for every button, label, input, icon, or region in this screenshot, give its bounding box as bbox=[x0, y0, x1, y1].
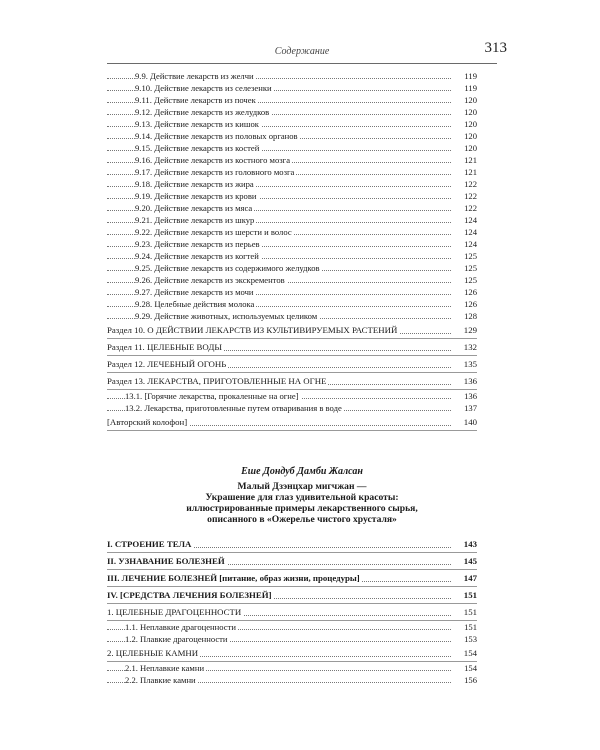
running-header bbox=[107, 40, 507, 64]
toc-entry-page: 124 bbox=[455, 226, 477, 238]
toc-entry-page: 147 bbox=[455, 570, 477, 586]
toc-entry-label: 2.2. Плавкие камни bbox=[125, 675, 196, 685]
toc-entry bbox=[107, 553, 477, 570]
toc-entry bbox=[107, 662, 477, 674]
toc-entry-label: [Авторский колофон] bbox=[107, 417, 188, 427]
toc-entry-page: 140 bbox=[455, 414, 477, 430]
toc-entry bbox=[107, 142, 477, 154]
header-rule bbox=[107, 63, 497, 64]
toc-entry bbox=[107, 570, 477, 587]
toc-entry-page: 125 bbox=[455, 274, 477, 286]
toc-entry-label: 9.19. Действие лекарств из крови bbox=[135, 191, 257, 201]
toc-entry bbox=[107, 106, 477, 118]
toc-entry-label: 9.16. Действие лекарств из костного мозга bbox=[135, 155, 291, 165]
toc-entry-label: 9.18. Действие лекарств из жира bbox=[135, 179, 254, 189]
toc-entry bbox=[107, 587, 477, 604]
toc-entry-page: 151 bbox=[455, 604, 477, 620]
toc-entry bbox=[107, 202, 477, 214]
toc-entry bbox=[107, 298, 477, 310]
toc-entry-page: 120 bbox=[455, 142, 477, 154]
toc-entry-label: 9.25. Действие лекарств из содержимого желудков bbox=[135, 263, 320, 273]
toc-entry bbox=[107, 166, 477, 178]
toc-entry bbox=[107, 178, 477, 190]
toc-entry-page: 126 bbox=[455, 298, 477, 310]
toc-entry-page: 136 bbox=[455, 373, 477, 389]
toc-entry-label: 1.2. Плавкие драгоценности bbox=[125, 634, 228, 644]
toc-entry bbox=[107, 154, 477, 166]
toc-entry bbox=[107, 250, 477, 262]
toc-entry-page: 128 bbox=[455, 310, 477, 322]
toc-entry-label: 9.27. Действие лекарств из мочи bbox=[135, 287, 254, 297]
toc-entry-label: III. ЛЕЧЕНИЕ БОЛЕЗНЕЙ [питание, образ жизни, процедуры] bbox=[107, 573, 360, 583]
toc-entry-label: 9.26. Действие лекарств из экскрементов bbox=[135, 275, 285, 285]
toc-entry-label: Раздел 10. О ДЕЙСТВИИ ЛЕКАРСТВ ИЗ КУЛЬТИВИРУЕМЫХ РАСТЕНИЙ bbox=[107, 325, 398, 335]
toc-entry-label: 9.9. Действие лекарств из желчи bbox=[135, 71, 254, 81]
toc-entry-page: 122 bbox=[455, 202, 477, 214]
toc-entry-label: 9.13. Действие лекарств из кишок bbox=[135, 119, 259, 129]
toc-entry bbox=[107, 645, 477, 662]
toc-entry bbox=[107, 633, 477, 645]
toc-entry bbox=[107, 390, 477, 402]
toc-entry-page: 120 bbox=[455, 118, 477, 130]
toc-entry bbox=[107, 621, 477, 633]
toc-entry-label: 9.22. Действие лекарств из шерсти и волос bbox=[135, 227, 292, 237]
toc-entry-page: 136 bbox=[455, 390, 477, 402]
toc-entry-page: 132 bbox=[455, 339, 477, 355]
toc-entry-page: 121 bbox=[455, 166, 477, 178]
toc-entry bbox=[107, 214, 477, 226]
toc-list-part2 bbox=[107, 536, 477, 686]
book-author: Еше Дондуб Дамби Жалсан bbox=[241, 466, 363, 477]
toc-entry bbox=[107, 286, 477, 298]
toc-entry-page: 129 bbox=[455, 322, 477, 338]
toc-entry bbox=[107, 94, 477, 106]
toc-entry bbox=[107, 373, 477, 390]
toc-entry bbox=[107, 190, 477, 202]
toc-entry-label: Раздел 12. ЛЕЧЕБНЫЙ ОГОНЬ bbox=[107, 359, 227, 369]
toc-entry-label: 9.20. Действие лекарств из мяса bbox=[135, 203, 253, 213]
toc-entry bbox=[107, 274, 477, 286]
toc-entry-label: 2. ЦЕЛЕБНЫЕ КАМНИ bbox=[107, 648, 199, 658]
toc-entry-page: 120 bbox=[455, 106, 477, 118]
toc-entry-page: 122 bbox=[455, 190, 477, 202]
toc-entry-page: 125 bbox=[455, 262, 477, 274]
toc-entry-label: 9.17. Действие лекарств из головного мозга bbox=[135, 167, 295, 177]
toc-entry-label: 9.11. Действие лекарств из почек bbox=[135, 95, 256, 105]
toc-entry-label: 9.21. Действие лекарств из шкур bbox=[135, 215, 255, 225]
book-title-line: Малый Дзэнцхар мигчжан — bbox=[237, 481, 367, 492]
book-title-line: Украшение для глаз удивительной красоты: bbox=[205, 492, 399, 503]
toc-entry bbox=[107, 310, 477, 322]
toc-entry-label: 9.12. Действие лекарств из желудков bbox=[135, 107, 270, 117]
toc-entry-page: 124 bbox=[455, 214, 477, 226]
toc-entry bbox=[107, 604, 477, 621]
toc-entry-label: 2.1. Неплавкие камни bbox=[125, 663, 205, 673]
toc-entry bbox=[107, 322, 477, 339]
toc-entry-label: 9.29. Действие животных, используемых целиком bbox=[135, 311, 318, 321]
toc-entry-page: 154 bbox=[455, 645, 477, 661]
toc-entry-page: 143 bbox=[455, 536, 477, 552]
toc-entry bbox=[107, 402, 477, 414]
toc-entry-label: Раздел 13. ЛЕКАРСТВА, ПРИГОТОВЛЕННЫЕ НА ОГНЕ bbox=[107, 376, 327, 386]
toc-entry-label: 13.1. [Горячие лекарства, прокаленные на огне] bbox=[125, 391, 299, 401]
toc-entry-page: 137 bbox=[455, 402, 477, 414]
toc-entry-label: Раздел 11. ЦЕЛЕБНЫЕ ВОДЫ bbox=[107, 342, 223, 352]
toc-entry-page: 119 bbox=[455, 70, 477, 82]
toc-entry-label: 9.24. Действие лекарств из когтей bbox=[135, 251, 259, 261]
toc-entry bbox=[107, 238, 477, 250]
toc-entry-page: 151 bbox=[455, 621, 477, 633]
toc-entry bbox=[107, 674, 477, 686]
book-title bbox=[107, 481, 497, 525]
toc-entry-page: 126 bbox=[455, 286, 477, 298]
toc-entry bbox=[107, 226, 477, 238]
running-title: Содержание bbox=[274, 46, 330, 57]
toc-entry-label: 1.1. Неплавкие драгоценности bbox=[125, 622, 236, 632]
toc-entry-label: 9.15. Действие лекарств из костей bbox=[135, 143, 260, 153]
toc-entry bbox=[107, 130, 477, 142]
toc-entry bbox=[107, 536, 477, 553]
toc-entry-label: 9.14. Действие лекарств из половых органов bbox=[135, 131, 298, 141]
toc-entry-label: 1. ЦЕЛЕБНЫЕ ДРАГОЦЕННОСТИ bbox=[107, 607, 242, 617]
toc-entry-label: II. УЗНАВАНИЕ БОЛЕЗНЕЙ bbox=[107, 556, 225, 566]
toc-entry-label: 9.28. Целебные действия молока bbox=[135, 299, 255, 309]
toc-entry-page: 145 bbox=[455, 553, 477, 569]
toc-entry-label: 13.2. Лекарства, приготовленные путем отваривания в воде bbox=[125, 403, 342, 413]
toc-entry-label: IV. [СРЕДСТВА ЛЕЧЕНИЯ БОЛЕЗНЕЙ] bbox=[107, 590, 272, 600]
toc-entry-page: 121 bbox=[455, 154, 477, 166]
toc-entry bbox=[107, 70, 477, 82]
toc-list-part1 bbox=[107, 70, 477, 431]
toc-entry-page: 119 bbox=[455, 82, 477, 94]
toc-entry-page: 124 bbox=[455, 238, 477, 250]
book-title-line: описанного в «Ожерелье чистого хрусталя» bbox=[207, 514, 397, 525]
toc-entry-page: 125 bbox=[455, 250, 477, 262]
toc-entry-page: 154 bbox=[455, 662, 477, 674]
toc-entry bbox=[107, 356, 477, 373]
toc-entry bbox=[107, 82, 477, 94]
toc-entry bbox=[107, 339, 477, 356]
toc-entry bbox=[107, 118, 477, 130]
toc-entry-label: 9.23. Действие лекарств из перьев bbox=[135, 239, 260, 249]
toc-entry-page: 120 bbox=[455, 130, 477, 142]
toc-entry-label: I. СТРОЕНИЕ ТЕЛА bbox=[107, 539, 192, 549]
toc-entry-page: 151 bbox=[455, 587, 477, 603]
toc-entry-page: 156 bbox=[455, 674, 477, 686]
toc-entry-page: 120 bbox=[455, 94, 477, 106]
toc-entry bbox=[107, 262, 477, 274]
toc-entry-page: 122 bbox=[455, 178, 477, 190]
book-title-line: иллюстрированные примеры лекарственного сырья, bbox=[186, 503, 418, 514]
toc-entry bbox=[107, 414, 477, 431]
page-number: 313 bbox=[484, 40, 507, 56]
toc-entry-label: 9.10. Действие лекарств из селезенки bbox=[135, 83, 272, 93]
toc-entry-page: 153 bbox=[455, 633, 477, 645]
toc-entry-page: 135 bbox=[455, 356, 477, 372]
